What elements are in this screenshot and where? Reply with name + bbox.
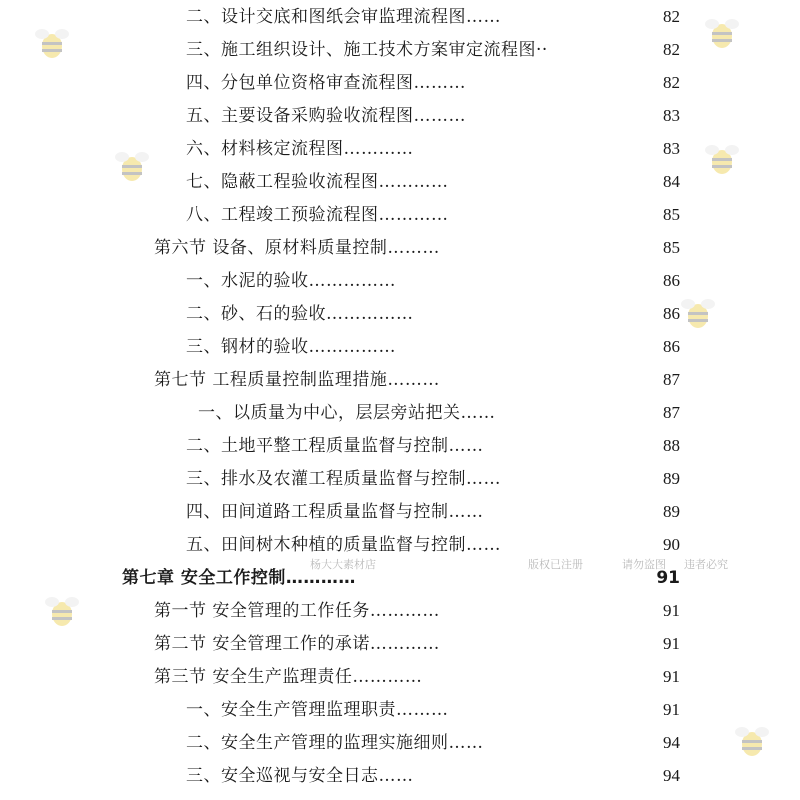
toc-entry-item bbox=[0, 761, 800, 791]
toc-entry-page: 84 bbox=[663, 172, 680, 191]
toc-entry-page: 89 bbox=[663, 502, 680, 521]
toc-entry-label: 第二节 安全管理工作的承诺………… bbox=[154, 634, 440, 654]
toc-entry-page: 83 bbox=[663, 106, 680, 125]
toc-entry-page: 86 bbox=[663, 337, 680, 356]
toc-entry-page: 87 bbox=[663, 403, 680, 422]
toc-entry-item bbox=[0, 200, 800, 230]
toc-entry-item bbox=[0, 464, 800, 494]
toc-entry-page: 91 bbox=[663, 634, 680, 653]
toc-entry-item bbox=[0, 497, 800, 527]
toc-entry-label: 一、水泥的验收…………… bbox=[186, 271, 396, 291]
toc-entry-label: 一、以质量为中心，层层旁站把关…… bbox=[198, 403, 496, 423]
toc-entry-page: 91 bbox=[656, 568, 680, 588]
toc-entry-label: 三、钢材的验收…………… bbox=[186, 337, 396, 357]
toc-entry-item bbox=[0, 134, 800, 164]
toc-entry-section bbox=[0, 662, 800, 692]
toc-entry-item bbox=[0, 530, 800, 560]
toc-entry-item bbox=[0, 167, 800, 197]
toc-entry-label: 五、主要设备采购验收流程图……… bbox=[186, 106, 466, 126]
toc-entry-label: 八、工程竣工预验流程图………… bbox=[186, 205, 449, 225]
watermark-notice: 违者必究 bbox=[684, 558, 728, 571]
toc-entry-item bbox=[0, 2, 800, 32]
toc-entry-label: 二、安全生产管理的监理实施细则…… bbox=[186, 733, 484, 753]
toc-entry-item bbox=[0, 299, 800, 329]
toc-entry-label: 第三节 安全生产监理责任………… bbox=[154, 667, 423, 687]
watermark-notice: 版权已注册 bbox=[528, 558, 583, 571]
toc-entry-item bbox=[0, 695, 800, 725]
toc-entry-item bbox=[0, 35, 800, 65]
toc-entry-label: 三、施工组织设计、施工技术方案审定流程图·· bbox=[186, 40, 548, 60]
toc-entry-page: 82 bbox=[663, 40, 680, 59]
toc-entry-label: 三、排水及农灌工程质量监督与控制…… bbox=[186, 469, 501, 489]
toc-entry-label: 五、田间树木种植的质量监督与控制…… bbox=[186, 535, 501, 555]
toc-entry-label: 四、田间道路工程质量监督与控制…… bbox=[186, 502, 484, 522]
toc-entry-page: 91 bbox=[663, 700, 680, 719]
toc-entry-page: 87 bbox=[663, 370, 680, 389]
toc-entry-page: 85 bbox=[663, 205, 680, 224]
toc-entry-page: 88 bbox=[663, 436, 680, 455]
toc-entry-label: 七、隐蔽工程验收流程图………… bbox=[186, 172, 449, 192]
toc-entry-page: 86 bbox=[663, 304, 680, 323]
toc-entry-item bbox=[0, 728, 800, 758]
toc-entry-item bbox=[0, 68, 800, 98]
toc-entry-section bbox=[0, 365, 800, 395]
toc-entry-page: 86 bbox=[663, 271, 680, 290]
toc-entry-label: 第一节 安全管理的工作任务………… bbox=[154, 601, 440, 621]
toc-entry-label: 二、土地平整工程质量监督与控制…… bbox=[186, 436, 484, 456]
toc-entry-section bbox=[0, 629, 800, 659]
toc-entry-label: 二、设计交底和图纸会审监理流程图…… bbox=[186, 7, 501, 27]
toc-entry-page: 85 bbox=[663, 238, 680, 257]
toc-entry-page: 82 bbox=[663, 7, 680, 26]
toc-entry-page: 91 bbox=[663, 601, 680, 620]
toc-entry-item bbox=[0, 431, 800, 461]
toc-entry-label: 六、材料核定流程图………… bbox=[186, 139, 414, 159]
toc-entry-label: 一、安全生产管理监理职责……… bbox=[186, 700, 449, 720]
toc-entry-page: 94 bbox=[663, 766, 680, 785]
watermark-notice: 请勿盗图 bbox=[622, 558, 666, 571]
toc-entry-label: 四、分包单位资格审查流程图……… bbox=[186, 73, 466, 93]
toc-entry-label: 第六节 设备、原材料质量控制……… bbox=[154, 238, 440, 258]
toc-entry-item bbox=[0, 332, 800, 362]
toc-entry-section bbox=[0, 233, 800, 263]
toc-entry-label: 第七章 安全工作控制………… bbox=[122, 568, 356, 588]
watermark-brand: 杨大大素材店 bbox=[310, 558, 376, 571]
toc-entry-chapter bbox=[0, 563, 800, 593]
toc-entry-page: 94 bbox=[663, 733, 680, 752]
toc-entry-label: 二、砂、石的验收…………… bbox=[186, 304, 414, 324]
toc-entry-label: 三、安全巡视与安全日志…… bbox=[186, 766, 414, 786]
toc-entry-item bbox=[0, 266, 800, 296]
toc-entry-page: 83 bbox=[663, 139, 680, 158]
toc-entry-section bbox=[0, 596, 800, 626]
toc-entry-page: 82 bbox=[663, 73, 680, 92]
toc-entry-item2 bbox=[0, 398, 800, 428]
toc-entry-page: 90 bbox=[663, 535, 680, 554]
toc-entry-label: 第七节 工程质量控制监理措施……… bbox=[154, 370, 440, 390]
toc-entry-page: 91 bbox=[663, 667, 680, 686]
toc-entry-item bbox=[0, 101, 800, 131]
toc-entry-page: 89 bbox=[663, 469, 680, 488]
